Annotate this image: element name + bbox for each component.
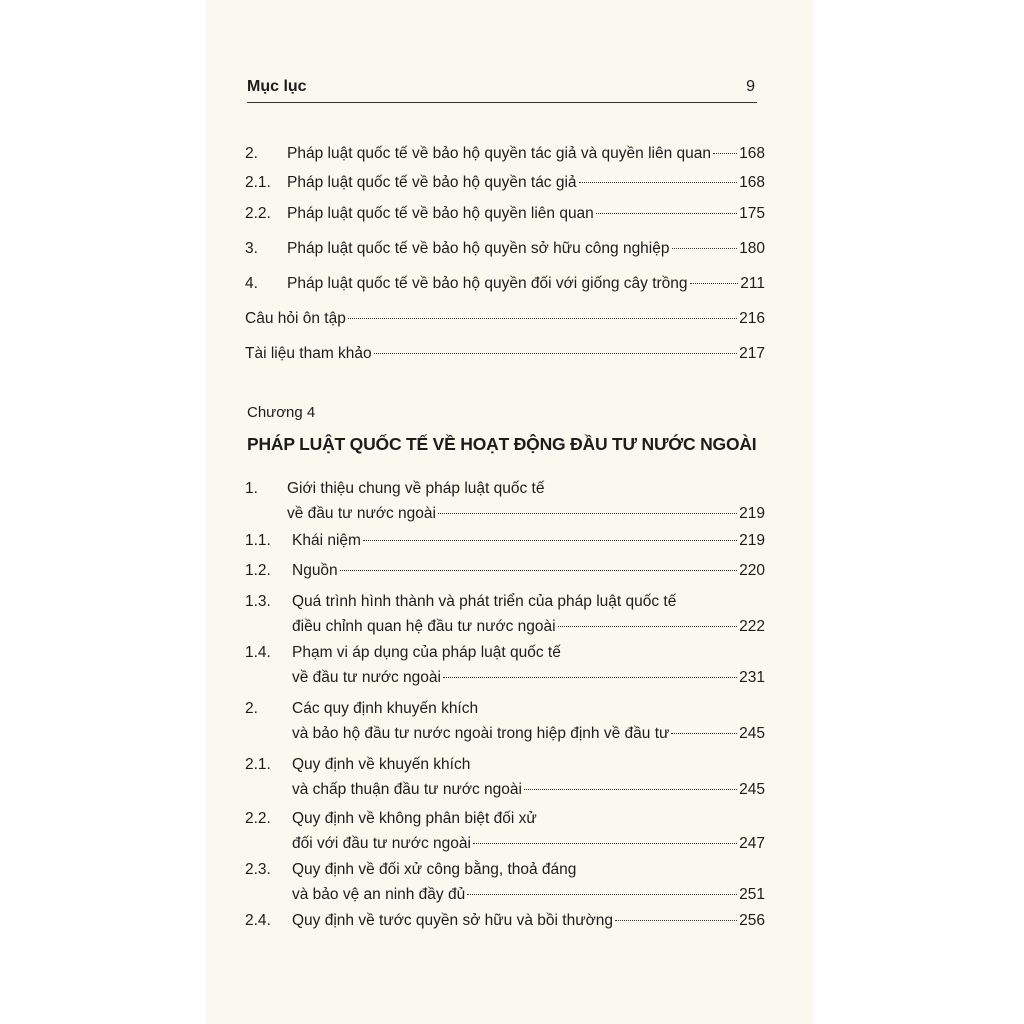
toc-entry-number: 2.1.: [245, 756, 271, 773]
chapter-label: Chương 4: [247, 404, 316, 421]
toc-entry-number: 1.: [245, 480, 258, 497]
toc-entry: [245, 273, 765, 298]
toc-entry-number: 4.: [245, 275, 258, 292]
toc-entry-page: 256: [739, 912, 765, 929]
toc-entry-page: 219: [739, 532, 765, 549]
toc-entry-title: Quy định về khuyến khích: [292, 756, 471, 773]
toc-entry-title: Pháp luật quốc tế về bảo hộ quyền tác giả: [287, 174, 577, 191]
toc-entry-title: Khái niệm: [292, 532, 361, 549]
toc-entry-number: 2.1.: [245, 174, 271, 191]
toc-entry-title: Câu hỏi ôn tập: [245, 310, 346, 327]
toc-entry-page: 220: [739, 562, 765, 579]
toc-entry-title: Quá trình hình thành và phát triển của pháp luật quốc tế: [292, 593, 677, 610]
toc-entry-page: 222: [739, 618, 765, 635]
toc-entry-number: 2.: [245, 145, 258, 162]
toc-entry-page: 216: [739, 310, 765, 327]
toc-entry: [245, 591, 765, 641]
dot-leader: [579, 182, 738, 183]
toc-entry-title: về đầu tư nước ngoài: [287, 505, 436, 522]
dot-leader: [374, 353, 737, 354]
toc-entry: [245, 808, 765, 858]
toc-entry-title: Phạm vi áp dụng của pháp luật quốc tế: [292, 644, 561, 661]
toc-entry-page: 247: [739, 835, 765, 852]
toc-entry: [245, 172, 765, 197]
toc-entry-title: Pháp luật quốc tế về bảo hộ quyền liên quan: [287, 205, 594, 222]
toc-entry: [245, 910, 765, 935]
dot-leader: [615, 920, 737, 921]
toc-entry-title: Nguồn: [292, 562, 338, 579]
page-number: 9: [746, 78, 755, 95]
toc-entry-page: 217: [739, 345, 765, 362]
toc-entry-title: Pháp luật quốc tế về bảo hộ quyền sở hữu công nghiệp: [287, 240, 670, 257]
toc-entry-page: 245: [739, 725, 765, 742]
toc-entry: [245, 478, 765, 528]
toc-entry-title: Pháp luật quốc tế về bảo hộ quyền đối với giống cây trồng: [287, 275, 688, 292]
toc-entry-page: 175: [739, 205, 765, 222]
toc-entry-title: Giới thiệu chung về pháp luật quốc tế: [287, 480, 545, 497]
dot-leader: [690, 283, 739, 284]
toc-entry-title: Quy định về đối xử công bằng, thoả đáng: [292, 861, 577, 878]
toc-entry-number: 3.: [245, 240, 258, 257]
toc-entry-title: Quy định về tước quyền sở hữu và bồi thường: [292, 912, 613, 929]
dot-leader: [596, 213, 737, 214]
toc-entry: [245, 698, 765, 748]
toc-entry: [245, 642, 765, 692]
toc-entry-number: 1.4.: [245, 644, 271, 661]
toc-entry-page: 180: [739, 240, 765, 257]
toc-entry: [245, 754, 765, 804]
dot-leader: [672, 248, 738, 249]
toc-entry: [245, 238, 765, 263]
toc-entry: [245, 560, 765, 585]
dot-leader: [340, 570, 737, 571]
toc-entry-number: 2.4.: [245, 912, 271, 929]
toc-entry-page: 168: [739, 174, 765, 191]
toc-entry-page: 211: [740, 275, 765, 292]
dot-leader: [363, 540, 737, 541]
toc-entry-number: 2.: [245, 700, 258, 717]
toc-entry-page: 168: [739, 145, 765, 162]
dot-leader: [443, 677, 737, 678]
toc-entry-number: 2.2.: [245, 205, 271, 222]
toc-entry-title: và chấp thuận đầu tư nước ngoài: [292, 781, 522, 798]
toc-entry-title: Tài liệu tham khảo: [245, 345, 372, 362]
toc-entry: [245, 530, 765, 555]
toc-entry-title: đối với đầu tư nước ngoài: [292, 835, 471, 852]
dot-leader: [348, 318, 737, 319]
toc-entry-page: 251: [739, 886, 765, 903]
dot-leader: [671, 733, 737, 734]
toc-entry-number: 1.3.: [245, 593, 271, 610]
toc-entry: [245, 859, 765, 909]
toc-entry-number: 1.1.: [245, 532, 271, 549]
toc-entry-title: về đầu tư nước ngoài: [292, 669, 441, 686]
toc-entry-title: điều chỉnh quan hệ đầu tư nước ngoài: [292, 618, 556, 635]
dot-leader: [467, 894, 737, 895]
toc-entry-number: 2.3.: [245, 861, 271, 878]
toc-entry-title: và bảo vệ an ninh đầy đủ: [292, 886, 466, 903]
running-head: [247, 78, 757, 103]
toc-entry-title: Quy định về không phân biệt đối xử: [292, 810, 537, 827]
toc-entry: [245, 308, 765, 333]
toc-entry: [245, 143, 765, 168]
dot-leader: [558, 626, 738, 627]
running-head-title: Mục lục: [247, 78, 307, 95]
toc-entry-title: Pháp luật quốc tế về bảo hộ quyền tác giả và quyền liên quan: [287, 145, 711, 162]
toc-entry-title: và bảo hộ đầu tư nước ngoài trong hiệp định về đầu tư: [292, 725, 670, 742]
dot-leader: [438, 513, 737, 514]
dot-leader: [713, 153, 737, 154]
toc-entry-page: 245: [739, 781, 765, 798]
toc-entry-number: 1.2.: [245, 562, 271, 579]
chapter-title: PHÁP LUẬT QUỐC TẾ VỀ HOẠT ĐỘNG ĐẦU TƯ NƯỚC NGOÀI: [247, 434, 757, 454]
toc-entry: [245, 203, 765, 228]
toc-entry-title: Các quy định khuyến khích: [292, 700, 479, 717]
toc-entry-number: 2.2.: [245, 810, 271, 827]
toc-entry-page: 219: [739, 505, 765, 522]
dot-leader: [524, 789, 737, 790]
toc-entry: [245, 343, 765, 368]
dot-leader: [473, 843, 737, 844]
toc-entry-page: 231: [739, 669, 765, 686]
